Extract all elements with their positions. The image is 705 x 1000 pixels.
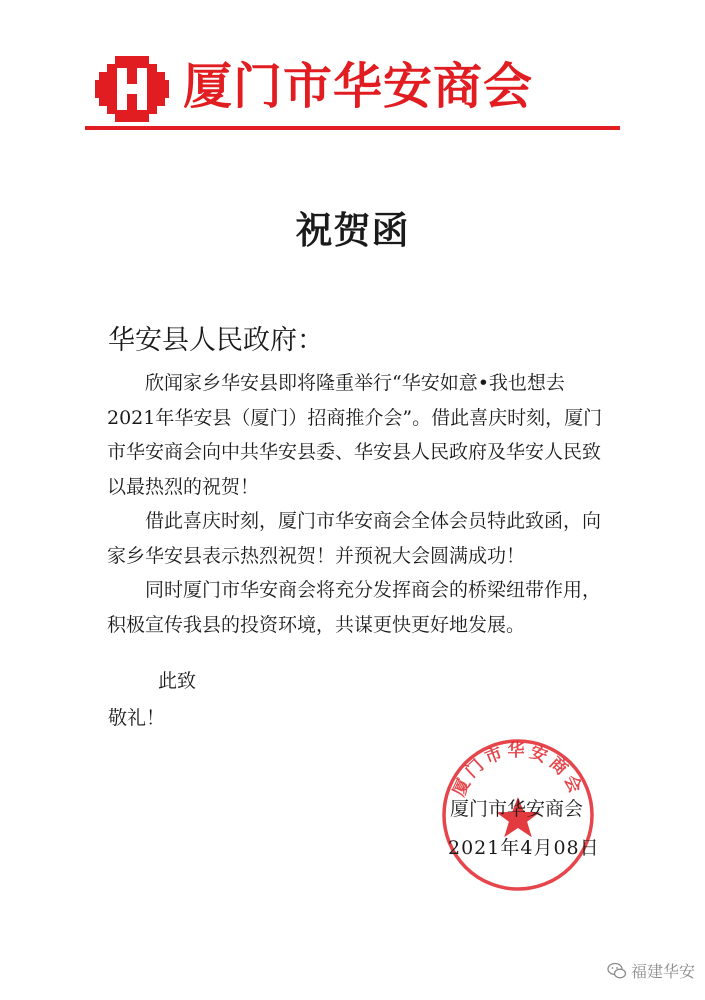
chamber-logo <box>95 56 169 122</box>
letterhead <box>95 52 620 132</box>
document-title: 祝贺函 <box>295 208 410 252</box>
letter-body <box>107 366 607 642</box>
org-name: 厦门市华安商会 <box>183 58 534 115</box>
watermark-text: 福建华安 <box>630 962 695 981</box>
paragraph: 同时厦门市华安商会将充分发挥商会的桥梁纽带作用，积极宣传我县的投资环境，共谋更快更好地发展。 <box>107 579 602 636</box>
recipient: 华安县人民政府： <box>108 325 324 356</box>
watermark <box>607 959 695 982</box>
svg-text:厦门市华安商会: 厦门市华安商会 <box>449 741 587 800</box>
paragraph: 欣闻家乡华安县即将隆重举行“华安如意•我也想去2021年华安县（厦门）招商推介会”。借此喜庆时刻，厦门市华安商会向中共华安县委、华安县人民政府及华安人民致以最热烈的祝贺！ <box>107 372 603 498</box>
closing-salutation: 此致 <box>158 670 197 692</box>
wechat-icon <box>607 962 627 980</box>
signature-date: 2021年4月08日 <box>448 837 600 859</box>
closing-regards: 敬礼！ <box>108 707 166 729</box>
paragraph: 借此喜庆时刻，厦门市华安商会全体会员特此致函，向家乡华安县表示热烈祝贺！并预祝大会圆满成功！ <box>107 510 602 567</box>
signature-organization: 厦门市华安商会 <box>450 798 584 820</box>
letterhead-rule <box>85 126 620 130</box>
